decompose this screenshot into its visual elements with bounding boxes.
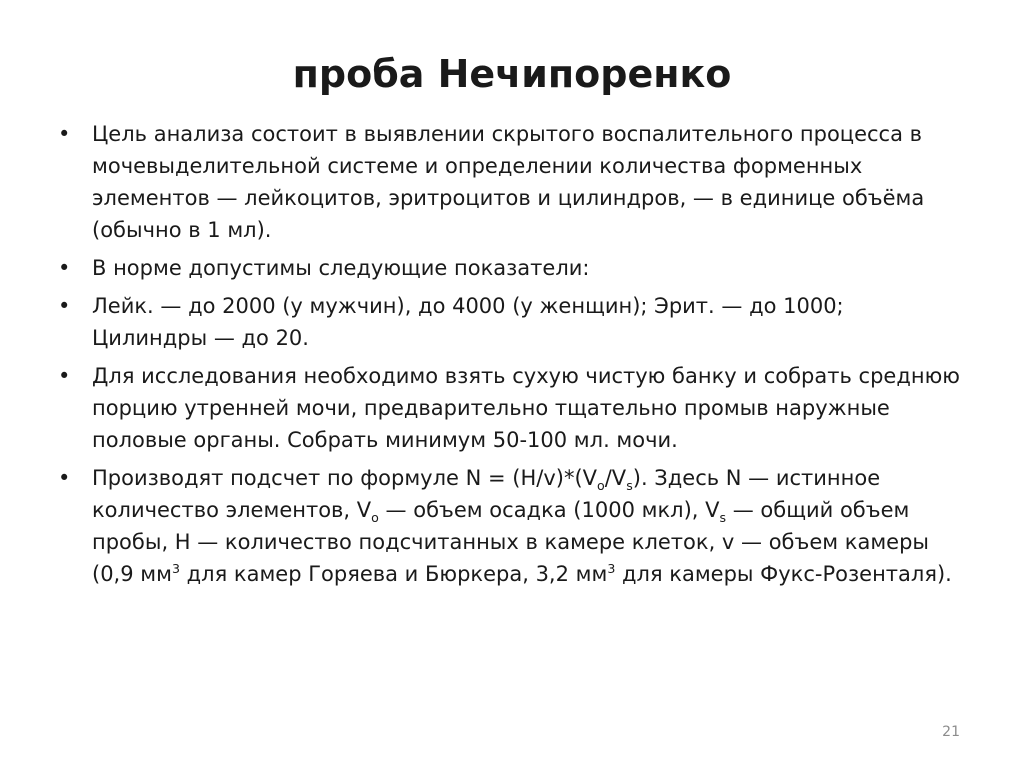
subscript: s — [626, 478, 633, 494]
slide-title: проба Нечипоренко — [292, 52, 732, 96]
formula-text — [92, 466, 952, 586]
formula-part: ). Здесь N — истинное количество элементов, V — [92, 466, 881, 522]
bullet-text: Лейк. — до 2000 (у мужчин), до 4000 (у женщин); Эрит. — до 1000; Цилиндры — до 20. — [92, 294, 844, 350]
bullet-item — [58, 118, 964, 246]
bullet-item — [58, 360, 964, 456]
bullet-icon: • — [58, 364, 71, 388]
bullet-item-formula — [58, 462, 964, 590]
bullet-text: Цель анализа состоит в выявлении скрытого воспалительного процесса в мочевыделительной системе и определении количества форменных элементов — лейкоцитов, эритроцитов и цилиндров, — в единице объёма (обычно в 1 мл). — [92, 122, 925, 242]
bullet-item — [58, 290, 964, 354]
formula-part: — объем осадка (1000 мкл), V — [378, 498, 720, 522]
page-number: 21 — [942, 724, 960, 740]
superscript: 3 — [607, 561, 616, 576]
subscript: s — [719, 510, 727, 526]
bullet-item — [58, 252, 964, 284]
bullet-icon: • — [58, 122, 71, 146]
bullet-icon: • — [58, 256, 71, 280]
superscript: 3 — [171, 561, 180, 576]
formula-part: — общий объем пробы, H — количество подсчитанных в камере клеток, v — объем камеры (0,9 мм — [92, 498, 929, 586]
subscript: o — [371, 510, 379, 526]
subscript: o — [597, 478, 605, 494]
formula-part: для камер Горяева и Бюркера, 3,2 мм — [179, 562, 608, 586]
formula-part: /V — [604, 466, 627, 490]
formula-part: Производят подсчет по формуле N = (H/v)*(V — [92, 466, 598, 490]
bullet-icon: • — [58, 466, 71, 490]
bullet-text: В норме допустимы следующие показатели: — [92, 256, 590, 280]
bullet-text: Для исследования необходимо взять сухую чистую банку и собрать среднюю порцию утренней мочи, предварительно тщательно промыв наружные половые органы. Собрать минимум 50-100 мл. мочи. — [92, 364, 960, 452]
bullet-icon: • — [58, 294, 71, 318]
bullet-list — [58, 118, 964, 596]
formula-part: для камеры Фукс-Розенталя). — [615, 562, 952, 586]
